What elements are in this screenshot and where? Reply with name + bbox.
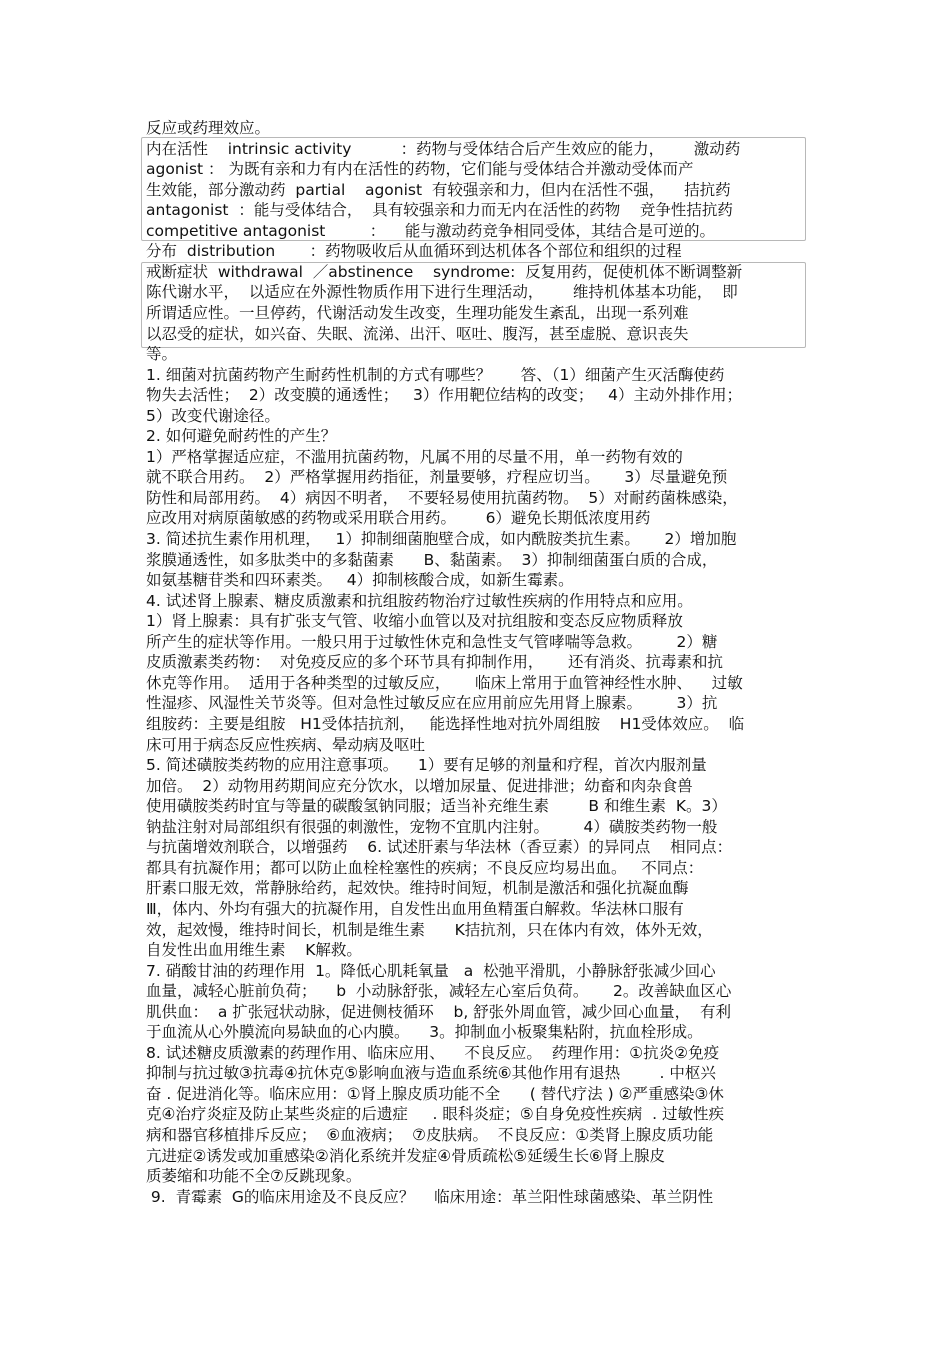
text-line: 应改用对病原菌敏感的药物或采用联合用药。 6）避免长期低浓度用药 — [146, 509, 651, 528]
text-line: 亢进症②诱发或加重感染②消化系统并发症④骨质疏松⑤延缓生长⑥肾上腺皮 — [146, 1146, 665, 1165]
text-line: 等。 — [146, 345, 178, 364]
text-line: 陈代谢水平， 以适应在外源性物质作用下进行生理活动， 维持机体基本功能， 即 — [146, 283, 738, 302]
text-line: 防性和局部用药。 4）病因不明者， 不要轻易使用抗菌药物。 5）对耐药菌株感染， — [146, 488, 738, 507]
text-line: 自发性出血用维生素 K解救。 — [146, 941, 362, 959]
text-line: 休克等作用。 适用于各种类型的过敏反应， 临床上常用于血管神经性水肿、 过敏 — [146, 673, 743, 692]
text-line: 质萎缩和功能不全⑦反跳现象。 — [146, 1167, 362, 1185]
text-line: 床可用于病态反应性疾病、晕动病及呕吐 — [146, 735, 426, 754]
text-line: agonist ： 为既有亲和力有内在活性的药物，它们能与受体结合并激动受体而产 — [146, 160, 694, 179]
text-line: Ⅲ，体内、外均有强大的抗凝作用，自发性出血用鱼精蛋白解救。华法林口服有 — [146, 899, 684, 918]
text-line: 8. 试述糖皮质激素的药理作用、临床应用、 不良反应。 药理作用：①抗炎②免疫 — [146, 1043, 720, 1062]
text-line: 戒断症状 withdrawal ／abstinence syndrome: 反复用药，促使机体不断调整新 — [146, 262, 743, 281]
text-line: 性湿疹、风湿性关节炎等。但对急性过敏反应在应用前应先用肾上腺素。 3）抗 — [146, 694, 718, 713]
text-line: 抑制与抗过敏③抗毒④抗休克⑤影响血液与造血系统⑥其他作用有退热 . 中枢兴 — [146, 1064, 716, 1083]
text-line: 如氨基糖苷类和四环素类。 4）抑制核酸合成，如新生霉素。 — [146, 571, 574, 590]
text-line: 奋 . 促进消化等。临床应用：①肾上腺皮质功能不全 ( 替代疗法 ) ②严重感染③休 — [146, 1084, 724, 1103]
text-line: 1. 细菌对抗菌药物产生耐药性机制的方式有哪些？ 答、（1）细菌产生灭活酶使药 — [146, 365, 725, 384]
text-line: 分布 distribution ：药物吸收后从血循环到达机体各个部位和组织的过程 — [146, 242, 682, 261]
text-line: 使用磺胺类药时宜与等量的碳酸氢钠同服；适当补充维生素 B 和维生素 K。3） — [146, 797, 727, 816]
text-line: 肌供血： a 扩张冠状动脉，促进侧枝循环 b, 舒张外周血管，减少回心血量， 有利 — [146, 1002, 732, 1021]
text-line: 2. 如何避免耐药性的产生？ — [146, 427, 337, 446]
text-line: 就不联合用药。 2）严格掌握用药指征，剂量要够，疗程应切当。 3）尽量避免预 — [146, 468, 728, 487]
text-line: 生效能，部分激动药 partial agonist 有较强亲和力，但内在活性不强， 拮抗药 — [146, 180, 731, 199]
text-line: 克④治疗炎症及防止某些炎症的后遗症 . 眼科炎症；⑤自身免疫性疾病 . 过敏性疾 — [146, 1105, 724, 1124]
text-line: 4. 试述肾上腺素、糖皮质激素和抗组胺药物治疗过敏性疾病的作用特点和应用。 — [146, 591, 693, 610]
text-line: 浆膜通透性，如多肽类中的多黏菌素 B、黏菌素。 3）抑制细菌蛋白质的合成， — [146, 550, 718, 569]
text-line: 5. 简述磺胺类药物的应用注意事项。 1）要有足够的剂量和疗程，首次内服剂量 — [146, 756, 707, 775]
text-line: 都具有抗凝作用；都可以防止血栓栓塞性的疾病；不良反应均易出血。 不同点： — [146, 858, 704, 877]
text-line: 1）严格掌握适应症，不滥用抗菌药物，凡属不用的尽量不用，单一药物有效的 — [146, 447, 683, 466]
text-line: competitive antagonist ： 能与激动药竞争相同受体，其结合是可逆的。 — [146, 221, 715, 240]
text-line: 7. 硝酸甘油的药理作用 1。降低心肌耗氧量 a 松弛平滑肌，小静脉舒张减少回心 — [146, 961, 716, 980]
text-line: 肝素口服无效，常静脉给药，起效快。维持时间短，机制是激活和强化抗凝血酶 — [146, 879, 689, 898]
text-line: 1）肾上腺素：具有扩张支气管、收缩小血管以及对抗组胺和变态反应物质释放 — [146, 612, 683, 631]
text-line: 加倍。 2）动物用药期间应充分饮水，以增加尿量、促进排泄；幼畜和肉杂食兽 — [146, 776, 693, 795]
text-line: 物失去活性； 2）改变膜的通透性； 3）作用靶位结构的改变； 4）主动外排作用； — [146, 386, 743, 405]
text-line: 3. 简述抗生素作用机理， 1）抑制细菌胞壁合成，如内酰胺类抗生素。 2）增加胞 — [146, 530, 737, 548]
text-line: 5）改变代谢途径。 — [146, 406, 280, 425]
text-line: 以忍受的症状，如兴奋、失眠、流涕、出汗、呕吐、腹泻，甚至虚脱、意识丧失 — [146, 324, 689, 343]
text-line: 血量，减轻心脏前负荷； b 小动脉舒张，减轻左心室后负荷。 2。改善缺血区心 — [146, 982, 732, 1001]
text-line: 效，起效慢，维持时间长，机制是维生素 K拮抗剂，只在体内有效，体外无效， — [146, 920, 713, 939]
text-line: 内在活性 intrinsic activity ：药物与受体结合后产生效应的能力， 激动药 — [146, 139, 741, 158]
text-line: 于血流从心外膜流向易缺血的心内膜。 3。抑制血小板聚集粘附，抗血栓形成。 — [146, 1023, 703, 1042]
text-line: 与抗菌增效剂联合，以增强药 6. 试述肝素与华法林（香豆素）的异同点 相同点： — [146, 838, 733, 857]
text-line: 9. 青霉素 G的临床用途及不良反应？ 临床用途：革兰阳性球菌感染、革兰阴性 — [146, 1187, 714, 1206]
text-line: 反应或药理效应。 — [146, 119, 271, 137]
text-line: 钠盐注射对局部组织有很强的刺激性，宠物不宜肌内注射。 4）磺胺类药物一般 — [146, 817, 718, 836]
text-line: 组胺药：主要是组胺 H1受体拮抗剂， 能选择性地对抗外周组胺 H1受体效应。 临 — [146, 715, 745, 733]
text-line: 所产生的症状等作用。一般只用于过敏性休克和急性支气管哮喘等急救。 2）糖 — [146, 632, 718, 651]
text-line: antagonist ：能与受体结合， 具有较强亲和力而无内在活性的药物 竞争性拮抗药 — [146, 201, 733, 220]
text-line: 所谓适应性。一旦停药，代谢活动发生改变，生理功能发生紊乱，出现一系列难 — [146, 304, 689, 322]
text-line: 病和器官移植排斥反应； ⑥血液病； ⑦皮肤病。 不良反应：①类肾上腺皮质功能 — [146, 1126, 714, 1144]
text-line: 皮质激素类药物： 对免疫反应的多个环节具有抑制作用， 还有消炎、抗毒素和抗 — [146, 653, 723, 672]
